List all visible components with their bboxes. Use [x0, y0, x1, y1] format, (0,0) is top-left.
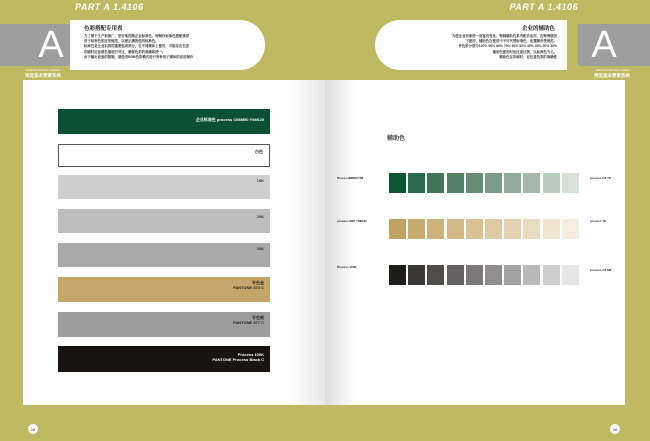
swatch-row-gold — [389, 219, 579, 239]
aux-color-heading: 辅助色 — [387, 136, 406, 142]
swatch-row-left-label: process M20 Y68K20 — [337, 219, 367, 223]
swatch-row-left-label: Process98M50Y98 — [337, 176, 364, 180]
right-desc-line: 各色阶分别为100% 90% 80% 70% 60% 50% 40% 30% 20% 10% — [458, 44, 557, 49]
color-swatch — [447, 219, 464, 239]
color-swatch — [389, 173, 406, 193]
bar-label: 企业标准色 process C98M50 Y98K25 — [195, 117, 264, 122]
swatch-row-left-label: Process 100K — [337, 265, 357, 269]
color-swatch — [466, 265, 483, 285]
right-part-label: PART A 1.4106 — [509, 2, 578, 12]
left-part-label: PART A 1.4106 — [75, 2, 144, 12]
color-swatch — [504, 265, 521, 285]
right-desc-line: 辅助色使用时应注意比例，以标准色为主。 — [492, 49, 557, 54]
color-swatch — [466, 173, 483, 193]
right-page — [325, 0, 650, 441]
color-bar-standard — [58, 109, 270, 134]
color-swatch — [447, 173, 464, 193]
right-desc-line: 下使用，辅助色在使用中不可代替标准色，应遵循各类规范。 — [465, 39, 557, 44]
right-desc-line: 辅助色在印刷时，应注意色彩的准确性 — [499, 54, 557, 59]
color-swatch — [408, 265, 425, 285]
left-description — [84, 34, 254, 60]
left-page-title: 色彩搭配专用表 — [84, 26, 123, 32]
swatch-row-right-label: process Y8 — [590, 219, 606, 223]
left-section-letter: A — [25, 24, 77, 66]
color-swatch — [389, 219, 406, 239]
color-swatch — [523, 173, 540, 193]
color-bar-30k — [58, 243, 270, 267]
bar-label: 专色金 PANTONE 873 C — [233, 280, 264, 290]
color-swatch — [427, 265, 444, 285]
left-desc-line: 由于输出设备的限制，请使用RGB色彩模式进行各种电子媒体的应用制作 — [84, 54, 194, 59]
color-swatch — [504, 219, 521, 239]
right-vis-title: 视觉基本要素系统 — [594, 73, 630, 78]
color-swatch — [543, 173, 560, 193]
color-swatch — [485, 219, 502, 239]
color-swatch — [504, 173, 521, 193]
color-swatch — [427, 173, 444, 193]
swatch-row-gray — [389, 265, 579, 285]
right-desc-line: 为使企业形象统一而富有变化，特制辅助色系列配合应用，在特殊情况 — [451, 34, 557, 38]
color-swatch — [427, 219, 444, 239]
right-section-letter: A — [578, 24, 630, 66]
left-desc-line: 为了便于生产和推广，更好地控制企业标准色，特制作标准色搭配推荐 — [84, 34, 190, 38]
left-vis-subtitle: Visual Identification System — [25, 68, 60, 72]
left-desc-line: 印刷时应参照色谱进行对比，确保色彩的准确和统一。 — [84, 49, 166, 54]
color-bar-silver — [58, 312, 270, 337]
color-bar-gold — [58, 277, 270, 302]
right-paper — [325, 80, 625, 405]
color-swatch — [389, 265, 406, 285]
left-title-pill — [70, 20, 265, 70]
left-desc-line: 用于标准色的应用规范，以便正确的使用标准色。 — [84, 39, 159, 44]
color-swatch — [447, 265, 464, 285]
color-swatch — [523, 219, 540, 239]
color-swatch — [562, 265, 579, 285]
color-bar-20k — [58, 209, 270, 233]
bar-label: 15K — [256, 178, 264, 183]
bar-label: Process 100K PANTONE Process Black C — [212, 352, 264, 362]
color-swatch — [408, 173, 425, 193]
left-vis-title: 视觉基本要素系统 — [25, 73, 61, 78]
color-bar-white — [58, 144, 270, 167]
right-description — [387, 34, 557, 60]
right-page-number: 26 — [610, 424, 620, 434]
color-swatch — [485, 265, 502, 285]
bar-label: 20K — [256, 214, 264, 219]
color-swatch — [562, 219, 579, 239]
color-swatch — [523, 265, 540, 285]
color-swatch — [485, 173, 502, 193]
color-bar-15k — [58, 175, 270, 199]
right-page-title: 企业的辅助色 — [521, 26, 555, 32]
color-swatch — [408, 219, 425, 239]
color-swatch — [543, 265, 560, 285]
swatch-row-right-label: process C8 M8 — [590, 268, 612, 272]
color-swatch — [562, 173, 579, 193]
left-desc-line: 标准色是企业识别的重要组成部分，在不同媒体上使用，可能存在色差 — [84, 44, 190, 49]
swatch-row-right-label: process C8 Y8 — [590, 176, 611, 180]
color-bar-black — [58, 346, 270, 372]
right-title-pill — [375, 20, 567, 70]
bar-label: 专色银 PANTONE 877 C — [233, 315, 264, 325]
color-swatch — [466, 219, 483, 239]
bar-label: 白色 — [255, 149, 263, 154]
swatch-row-green — [389, 173, 579, 193]
bar-label: 30K — [256, 246, 264, 251]
left-page-number: 28 — [28, 424, 38, 434]
color-swatch — [543, 219, 560, 239]
right-vis-subtitle: Visual Identification System — [595, 68, 630, 72]
